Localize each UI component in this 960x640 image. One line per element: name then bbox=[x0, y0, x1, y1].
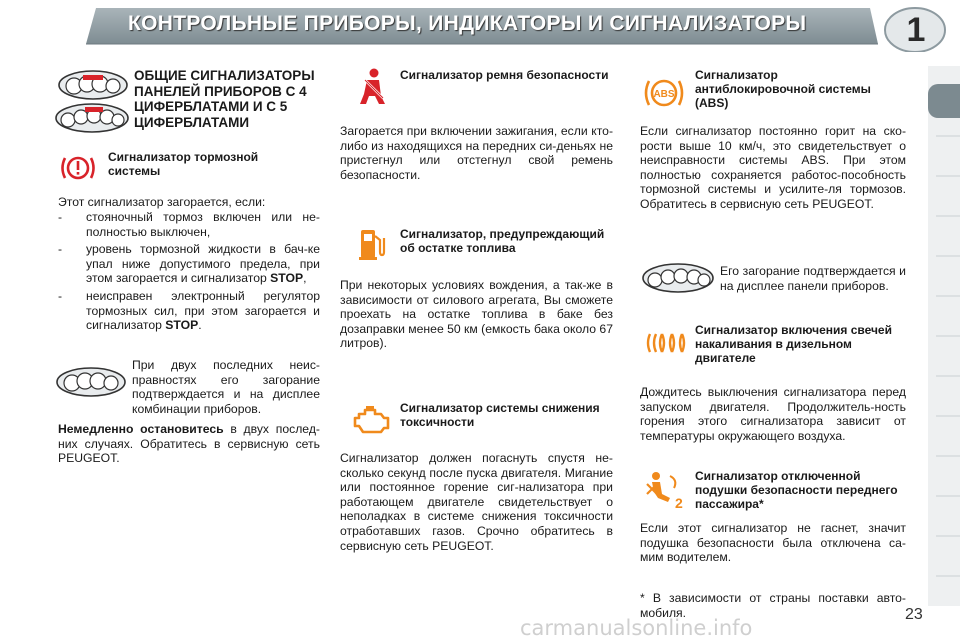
page-header-title: КОНТРОЛЬНЫЕ ПРИБОРЫ, ИНДИКАТОРЫ И СИГНАЛИЗАТОРЫ bbox=[128, 12, 807, 35]
abs-text: Если сигнализатор постоянно горит на ско-рости выше 10 км/ч, это свидетельствует о неисправности системы ABS. При этом полностью сохраняется работос-пособность тормозной системы и усилите-ля тормозов. Обратитесь в сервисную сеть PEUGEOT. bbox=[640, 124, 906, 211]
fuel-pump-icon bbox=[358, 226, 386, 262]
footnote: * В зависимости от страны поставки авто-мобиля. bbox=[640, 591, 906, 620]
brake-warning-icon bbox=[58, 152, 98, 184]
glow-plug-text: Дождитесь выключения сигнализатора перед запуском двигателя. Продолжитель-ность горения этого сигнализатора зависит от температуры окружающего воздуха. bbox=[640, 385, 906, 443]
chapter-number: 1 bbox=[906, 11, 926, 49]
brake-warning-intro: Этот сигнализатор загорается, если: bbox=[58, 195, 266, 209]
instrument-cluster-5-dial-icon bbox=[642, 263, 714, 293]
instrument-cluster-4-dial-icon bbox=[58, 70, 128, 100]
chapter-tab-active[interactable] bbox=[928, 84, 960, 118]
brake-conditions-list bbox=[58, 210, 320, 336]
seatbelt-icon bbox=[355, 66, 389, 106]
fuel-low-text: При некоторых условиях вождения, а так-же в зависимости от силового агрегата, Вы сможете проехать на остатке топлива в баке без дозаправки менее 50 км (емкость бака около 67 литров). bbox=[340, 278, 613, 351]
emission-text: Сигнализатор должен погаснуть спустя не-сколько секунд после пуска двигателя. Мигание или постоянное горение сиг-нализатора при работающем двигателе свидетельствует о неполадках в системе снижения токсичности отработавших газов. Срочно обратитесь в сервисную сеть PEUGEOT. bbox=[340, 451, 613, 553]
instrument-cluster-4-dial-icon bbox=[56, 367, 126, 397]
list-item: - неисправен электронный регулятор тормозных сил, при этом загорается и сигнализатор STOP. bbox=[58, 289, 320, 333]
list-item: - уровень тормозной жидкости в бач-ке упал ниже допустимого предела, при этом загорается и сигнализатор STOP, bbox=[58, 242, 320, 286]
glow-plug-title: Сигнализатор включения свечей накаливания в дизельном двигателе bbox=[695, 323, 892, 365]
brake-warning-title: Сигнализатор тормозной системы bbox=[108, 150, 259, 178]
abs-icon bbox=[640, 76, 688, 110]
airbag-off-text: Если этот сигнализатор не гаснет, значит подушка безопасности была отключена са-мим водителем. bbox=[640, 521, 906, 565]
seatbelt-title: Сигнализатор ремня безопасности bbox=[400, 68, 609, 82]
stop-immediately-text: Немедленно остановитесь в двух послед-них случаях. Обратитесь в сервисную сеть PEUGEOT. bbox=[58, 422, 320, 466]
list-item: - стояночный тормоз включен или не-полностью выключен, bbox=[58, 210, 320, 239]
seatbelt-text: Загорается при включении зажигания, если кто-либо из находящихся на передних си-деньях не пристегнул или отстегнул свой ремень безопасности. bbox=[340, 124, 613, 182]
fuel-low-title: Сигнализатор, предупреждающий об остатке топлива bbox=[400, 227, 605, 255]
abs-title: Сигнализатор антиблокировочной системы (ABS) bbox=[695, 68, 871, 110]
emission-title: Сигнализатор системы снижения токсичности bbox=[400, 401, 600, 429]
svg-text:ABS: ABS bbox=[653, 89, 675, 100]
passenger-airbag-off-icon bbox=[644, 470, 686, 510]
section-title-general-warnings: ОБЩИЕ СИГНАЛИЗАТОРЫ ПАНЕЛЕЙ ПРИБОРОВ С 4 ЦИФЕРБЛАТАМИ И С 5 ЦИФЕРБЛАТАМИ bbox=[134, 68, 315, 130]
engine-emission-icon bbox=[353, 404, 393, 436]
svg-text:2: 2 bbox=[675, 495, 683, 510]
watermark: carmanualsonline.info bbox=[520, 616, 753, 640]
instrument-cluster-5-dial-icon bbox=[55, 103, 129, 133]
airbag-off-title: Сигнализатор отключенной подушки безопасности переднего пассажира* bbox=[695, 469, 898, 511]
side-tab-strip bbox=[928, 66, 960, 606]
page-number: 23 bbox=[905, 606, 923, 623]
brake-confirm-text: При двух последних неис-правностях его загорание подтверждается и на дисплее комбинации приборов. bbox=[132, 358, 320, 416]
glow-plug-icon bbox=[646, 330, 688, 356]
abs-confirm-text: Его загорание подтверждается и на дисплее панели приборов. bbox=[720, 264, 906, 293]
